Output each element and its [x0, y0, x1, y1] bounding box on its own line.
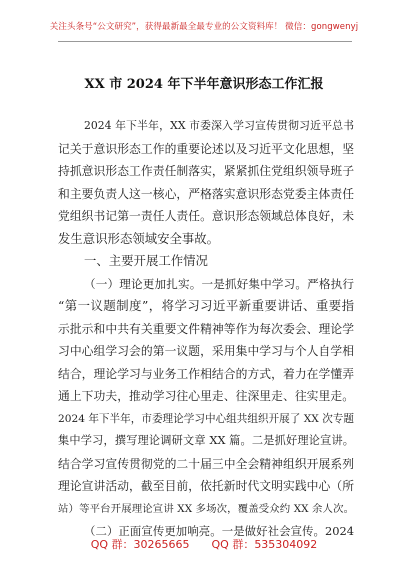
footer-qq-group-1: QQ 群：30265665 [90, 538, 190, 551]
document-title: XX 市 2024 年下半年意识形态工作汇报 [84, 77, 324, 92]
paragraph-line: 通上下功夫，推动学习往心里走、往深里走、往实里走。 [58, 389, 354, 403]
document-body [58, 115, 354, 543]
paragraph-line: 习中心组学习会的第一议题，采用集中学习与个人自学相 [58, 344, 354, 358]
paragraph-line: 持抓意识形态工作责任制落实，紧紧抓住党组织领导班子 [58, 164, 354, 178]
header-divider [58, 41, 352, 42]
paragraph-line: 发生意识形态领域安全事故。 [58, 230, 220, 246]
paragraph-line: 2024 年下半年，XX 市委深入学习宣传贯彻习近平总书 [84, 119, 354, 132]
paragraph-line: “第一议题制度”，将学习习近平新重要讲话、重要指 [58, 298, 354, 313]
section-heading: 一、主要开展工作情况 [84, 253, 208, 268]
paragraph-line: 示批示和中共有关重要文件精神等作为每次委会、理论学 [58, 321, 354, 336]
paragraph-line: 集中学习，撰写理论调研文章 XX 篇。二是抓好理论宣讲。 [58, 434, 354, 447]
paragraph-line: 党组织书记第一责任人责任。意识形态领域总体良好，未 [58, 209, 354, 223]
paragraph-line: 站）等平台开展理论宣讲 XX 多场次，覆盖受众约 XX 余人次。 [58, 502, 354, 515]
paragraph-line: 理论宣讲活动，截至目前，依托新时代文明实践中心（所 [58, 479, 354, 493]
paragraph-line: 结合学习宣传贯彻党的二十届三中全会精神组织开展系列 [58, 456, 354, 471]
paragraph-line: （二）正面宣传更加响亮。一是做好社会宣传。2024 [84, 524, 354, 538]
paragraph-line: 记关于意识形态工作的重要论述以及习近平文化思想，坚 [58, 141, 354, 156]
paragraph-line: 2024 年下半年，市委理论学习中心组共组织开展了 XX 次专题 [58, 412, 354, 425]
footer-qq-group-2: QQ 群：535304092 [211, 538, 318, 551]
footer-contacts [0, 536, 408, 552]
paragraph-line: （一）理论更加扎实。一是抓好集中学习。严格执行 [84, 276, 354, 291]
paragraph-line: 和主要负责人这一核心，严格落实意识形态党委主体责任 [58, 186, 354, 201]
paragraph-line: 结合，理论学习与业务工作相结合的方式，着力在学懂弄 [58, 366, 354, 381]
header-promo-note: 关注头条号“公文研究”，获得最新最全最专业的公文资料库！ 微信：gongwenyj [49, 22, 359, 32]
